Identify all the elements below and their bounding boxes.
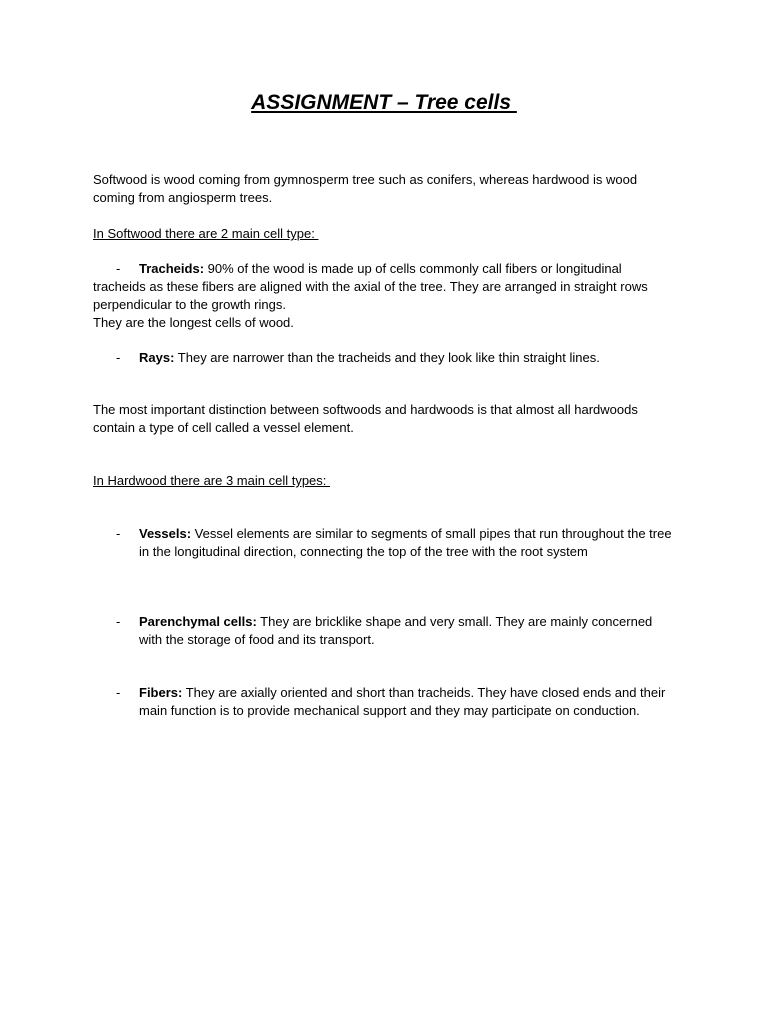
softwood-heading-text: In Softwood there are 2 main cell type:: [93, 226, 319, 241]
distinction-paragraph: [93, 401, 673, 437]
list-item-tracheids: [93, 260, 673, 332]
list-item-parenchymal: [93, 613, 673, 649]
fibers-description: They are axially oriented and short than tracheids. They have closed ends and their main function is to provide mechanical support and they may participate on conduction.: [139, 685, 666, 718]
tracheids-description: 90% of the wood is made up of cells commonly call fibers or longitudinal tracheids as these fibers are aligned with the axial of the tree. They are arranged in straight rows perpendicular to the growth rings.: [93, 261, 648, 312]
list-item-rays: [93, 349, 673, 367]
list-item-text: [139, 349, 673, 367]
term-fibers: Fibers:: [139, 685, 183, 700]
list-item-fibers: [93, 684, 673, 720]
list-item-text: [139, 613, 673, 649]
bullet-dash: -: [116, 526, 121, 541]
intro-paragraph: [93, 171, 673, 207]
bullet-dash: -: [116, 350, 121, 365]
list-item-vessels: [93, 525, 673, 561]
term-vessels: Vessels:: [139, 526, 192, 541]
vessels-description: Vessel elements are similar to segments of small pipes that run throughout the tree in the longitudinal direction, connecting the top of the tree with the root system: [139, 526, 672, 559]
distinction-text: The most important distinction between softwoods and hardwoods is that almost all hardwoods contain a type of cell called a vessel element.: [93, 402, 638, 435]
intro-text: Softwood is wood coming from gymnosperm tree such as conifers, whereas hardwood is wood coming from angiosperm trees.: [93, 172, 638, 205]
list-item-text: [139, 525, 673, 561]
list-item-text: [139, 684, 673, 720]
document-title: ASSIGNMENT – Tree cells: [251, 91, 517, 114]
term-parenchymal: Parenchymal cells:: [139, 614, 257, 629]
rays-description: They are narrower than the tracheids and they look like thin straight lines.: [174, 350, 600, 365]
term-tracheids: Tracheids:: [139, 261, 205, 276]
list-item-text: [93, 260, 673, 314]
hardwood-heading: [93, 472, 673, 490]
bullet-dash: -: [116, 685, 121, 700]
tracheids-extra: They are the longest cells of wood.: [93, 315, 294, 330]
parenchymal-description: They are bricklike shape and very small. They are mainly concerned with the storage of food and its transport.: [139, 614, 653, 647]
bullet-dash: -: [116, 261, 121, 276]
bullet-dash: -: [116, 614, 121, 629]
softwood-heading: [93, 225, 673, 243]
term-rays: Rays:: [139, 350, 175, 365]
hardwood-heading-text: In Hardwood there are 3 main cell types:: [93, 473, 331, 488]
